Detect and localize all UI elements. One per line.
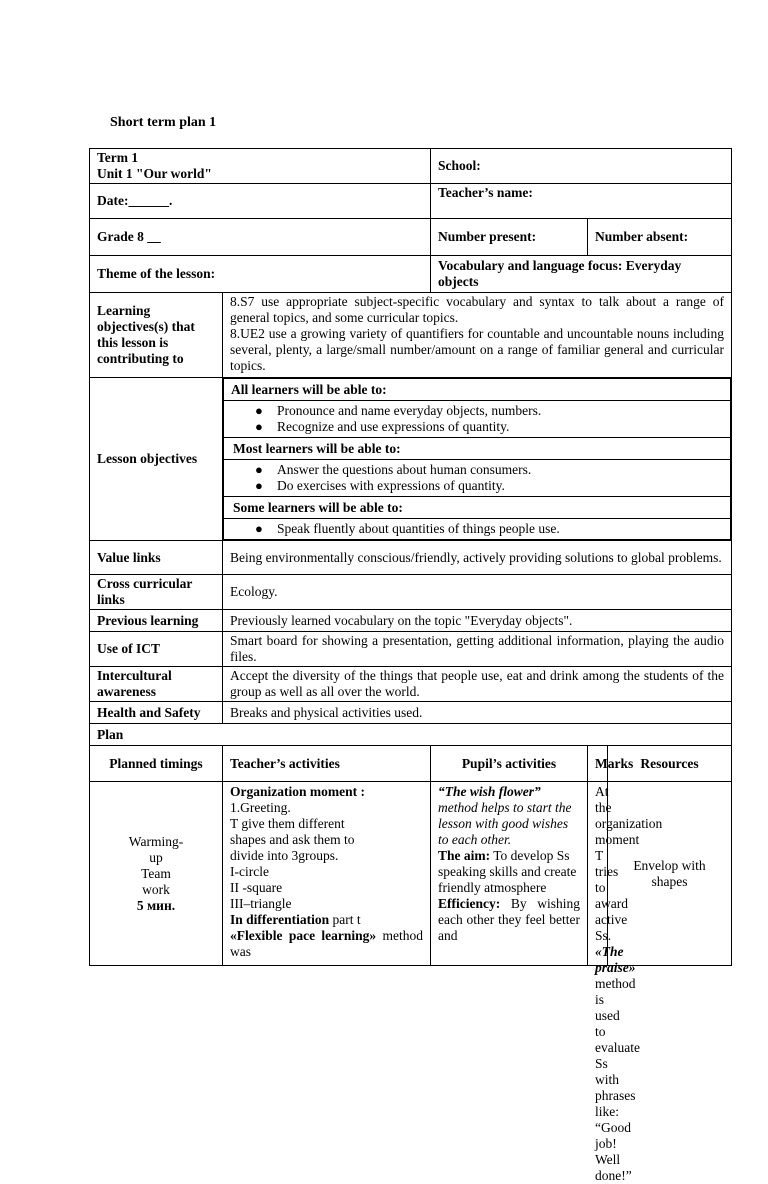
timing-line: work — [142, 881, 170, 897]
col-teacher-activities: Teacher’s activities — [223, 746, 431, 782]
plan-label: Plan — [90, 724, 732, 746]
teacher-activities-cell — [223, 782, 431, 966]
page-title: Short term plan 1 — [110, 115, 217, 130]
list-item: ● Pronounce and name everyday objects, numbers. — [277, 403, 723, 419]
wish-flower-title: “The wish flower” — [438, 783, 541, 799]
marks-quote: “Good job! — [595, 1119, 631, 1151]
col-planned-timings: Planned timings — [90, 746, 223, 782]
marks-cell — [588, 782, 663, 1183]
all-learners-heading: All learners will be able to: — [224, 379, 731, 401]
unit-label: Unit 1 "Our world" — [97, 166, 212, 181]
number-present-label: Number present: — [431, 219, 588, 256]
aim-text: The aim: To develop Ss speaking skills and create friendly atmosphere — [438, 847, 577, 895]
teacher-name-label: Teacher’s name: — [431, 184, 732, 219]
praise-text: «The praise» method is used to evaluate Ss with phrases like: — [595, 943, 640, 1119]
teacher-line: 1.Greeting. — [230, 799, 291, 815]
teacher-line: III–triangle — [230, 895, 292, 911]
resources-cell: Envelop with shapes — [608, 782, 732, 966]
some-learners-heading: Some learners will be able to: — [224, 497, 731, 519]
efficiency-text: Efficiency: By wishing each other they feel better and — [438, 895, 580, 943]
differentiation-text: In differentiation part t — [230, 911, 361, 927]
date-label: Date:______. — [90, 184, 431, 219]
cross-curricular-label: Cross curricular links — [90, 575, 223, 610]
timing-line: up — [149, 849, 163, 865]
timing-line: Warming- — [128, 833, 184, 849]
intercultural-label: Intercultural awareness — [90, 667, 223, 702]
grade-label: Grade 8 __ — [90, 219, 431, 256]
flexible-pace-text: «Flexible pace learning» method was — [230, 927, 424, 959]
health-safety-label: Health and Safety — [90, 702, 223, 724]
list-item: ● Recognize and use expressions of quantity. — [277, 419, 723, 435]
marks-quote: Well done!” — [595, 1151, 632, 1183]
lesson-objectives-label: Lesson objectives — [90, 378, 223, 541]
school-label: School: — [431, 149, 732, 184]
most-learners-heading: Most learners will be able to: — [224, 438, 731, 460]
value-links-text: Being environmentally conscious/friendly, actively providing solutions to global problems. — [223, 541, 732, 575]
col-marks: Marks — [588, 746, 608, 782]
use-of-ict-label: Use of ICT — [90, 632, 223, 667]
wish-flower-method: method helps to start the lesson with good wishes to each other. — [438, 799, 572, 847]
term-label: Term 1 — [97, 150, 139, 165]
pupil-activities-cell — [431, 782, 588, 966]
col-pupil-activities: Pupil’s activities — [431, 746, 588, 782]
col-resources: Resources — [608, 746, 732, 782]
timing-line: Team — [141, 865, 171, 881]
previous-learning-text: Previously learned vocabulary on the topic "Everyday objects". — [223, 610, 732, 632]
use-of-ict-text: Smart board for showing a presentation, getting additional information, playing the audio files. — [223, 632, 732, 667]
cross-curricular-text: Ecology. — [223, 575, 732, 610]
previous-learning-label: Previous learning — [90, 610, 223, 632]
theme-value: Vocabulary and language focus: Everyday objects — [431, 256, 732, 293]
marks-text: At the organization moment T tries to award active Ss. — [595, 783, 663, 943]
lesson-plan-table — [89, 148, 732, 1183]
number-absent-label: Number absent: — [588, 219, 732, 256]
theme-label: Theme of the lesson: — [90, 256, 431, 293]
list-item: ● Answer the questions about human consumers. — [277, 462, 723, 478]
timing-duration: 5 мин. — [136, 897, 176, 913]
teacher-line: I-circle — [230, 863, 269, 879]
value-links-label: Value links — [90, 541, 223, 575]
intercultural-text: Accept the diversity of the things that people use, eat and drink among the students of the group as well as all over the world. — [223, 667, 732, 702]
objective-8ue2: 8.UE2 use a growing variety of quantifiers for countable and uncountable nouns including several, plenty, a large/small number/amount on a range of familiar general and curricular topics. — [230, 326, 725, 373]
teacher-line: II -square — [230, 879, 283, 895]
health-safety-text: Breaks and physical activities used. — [223, 702, 732, 724]
teacher-line: T give them different — [230, 815, 345, 831]
term-cell — [90, 149, 431, 184]
objective-8s7: 8.S7 use appropriate subject-specific vocabulary and syntax to talk about a range of general topics, and some curricular topics. — [230, 294, 725, 325]
learning-objectives-label: Learning objectives(s) that this lesson is contributing to — [90, 293, 223, 378]
lesson-objectives-list — [223, 378, 731, 540]
list-item: ● Do exercises with expressions of quantity. — [277, 478, 723, 494]
teacher-line: divide into 3groups. — [230, 847, 339, 863]
teacher-line: shapes and ask them to — [230, 831, 355, 847]
list-item: ● Speak fluently about quantities of things people use. — [277, 521, 723, 537]
timing-cell — [90, 782, 223, 966]
organization-moment-heading: Organization moment : — [230, 783, 365, 799]
